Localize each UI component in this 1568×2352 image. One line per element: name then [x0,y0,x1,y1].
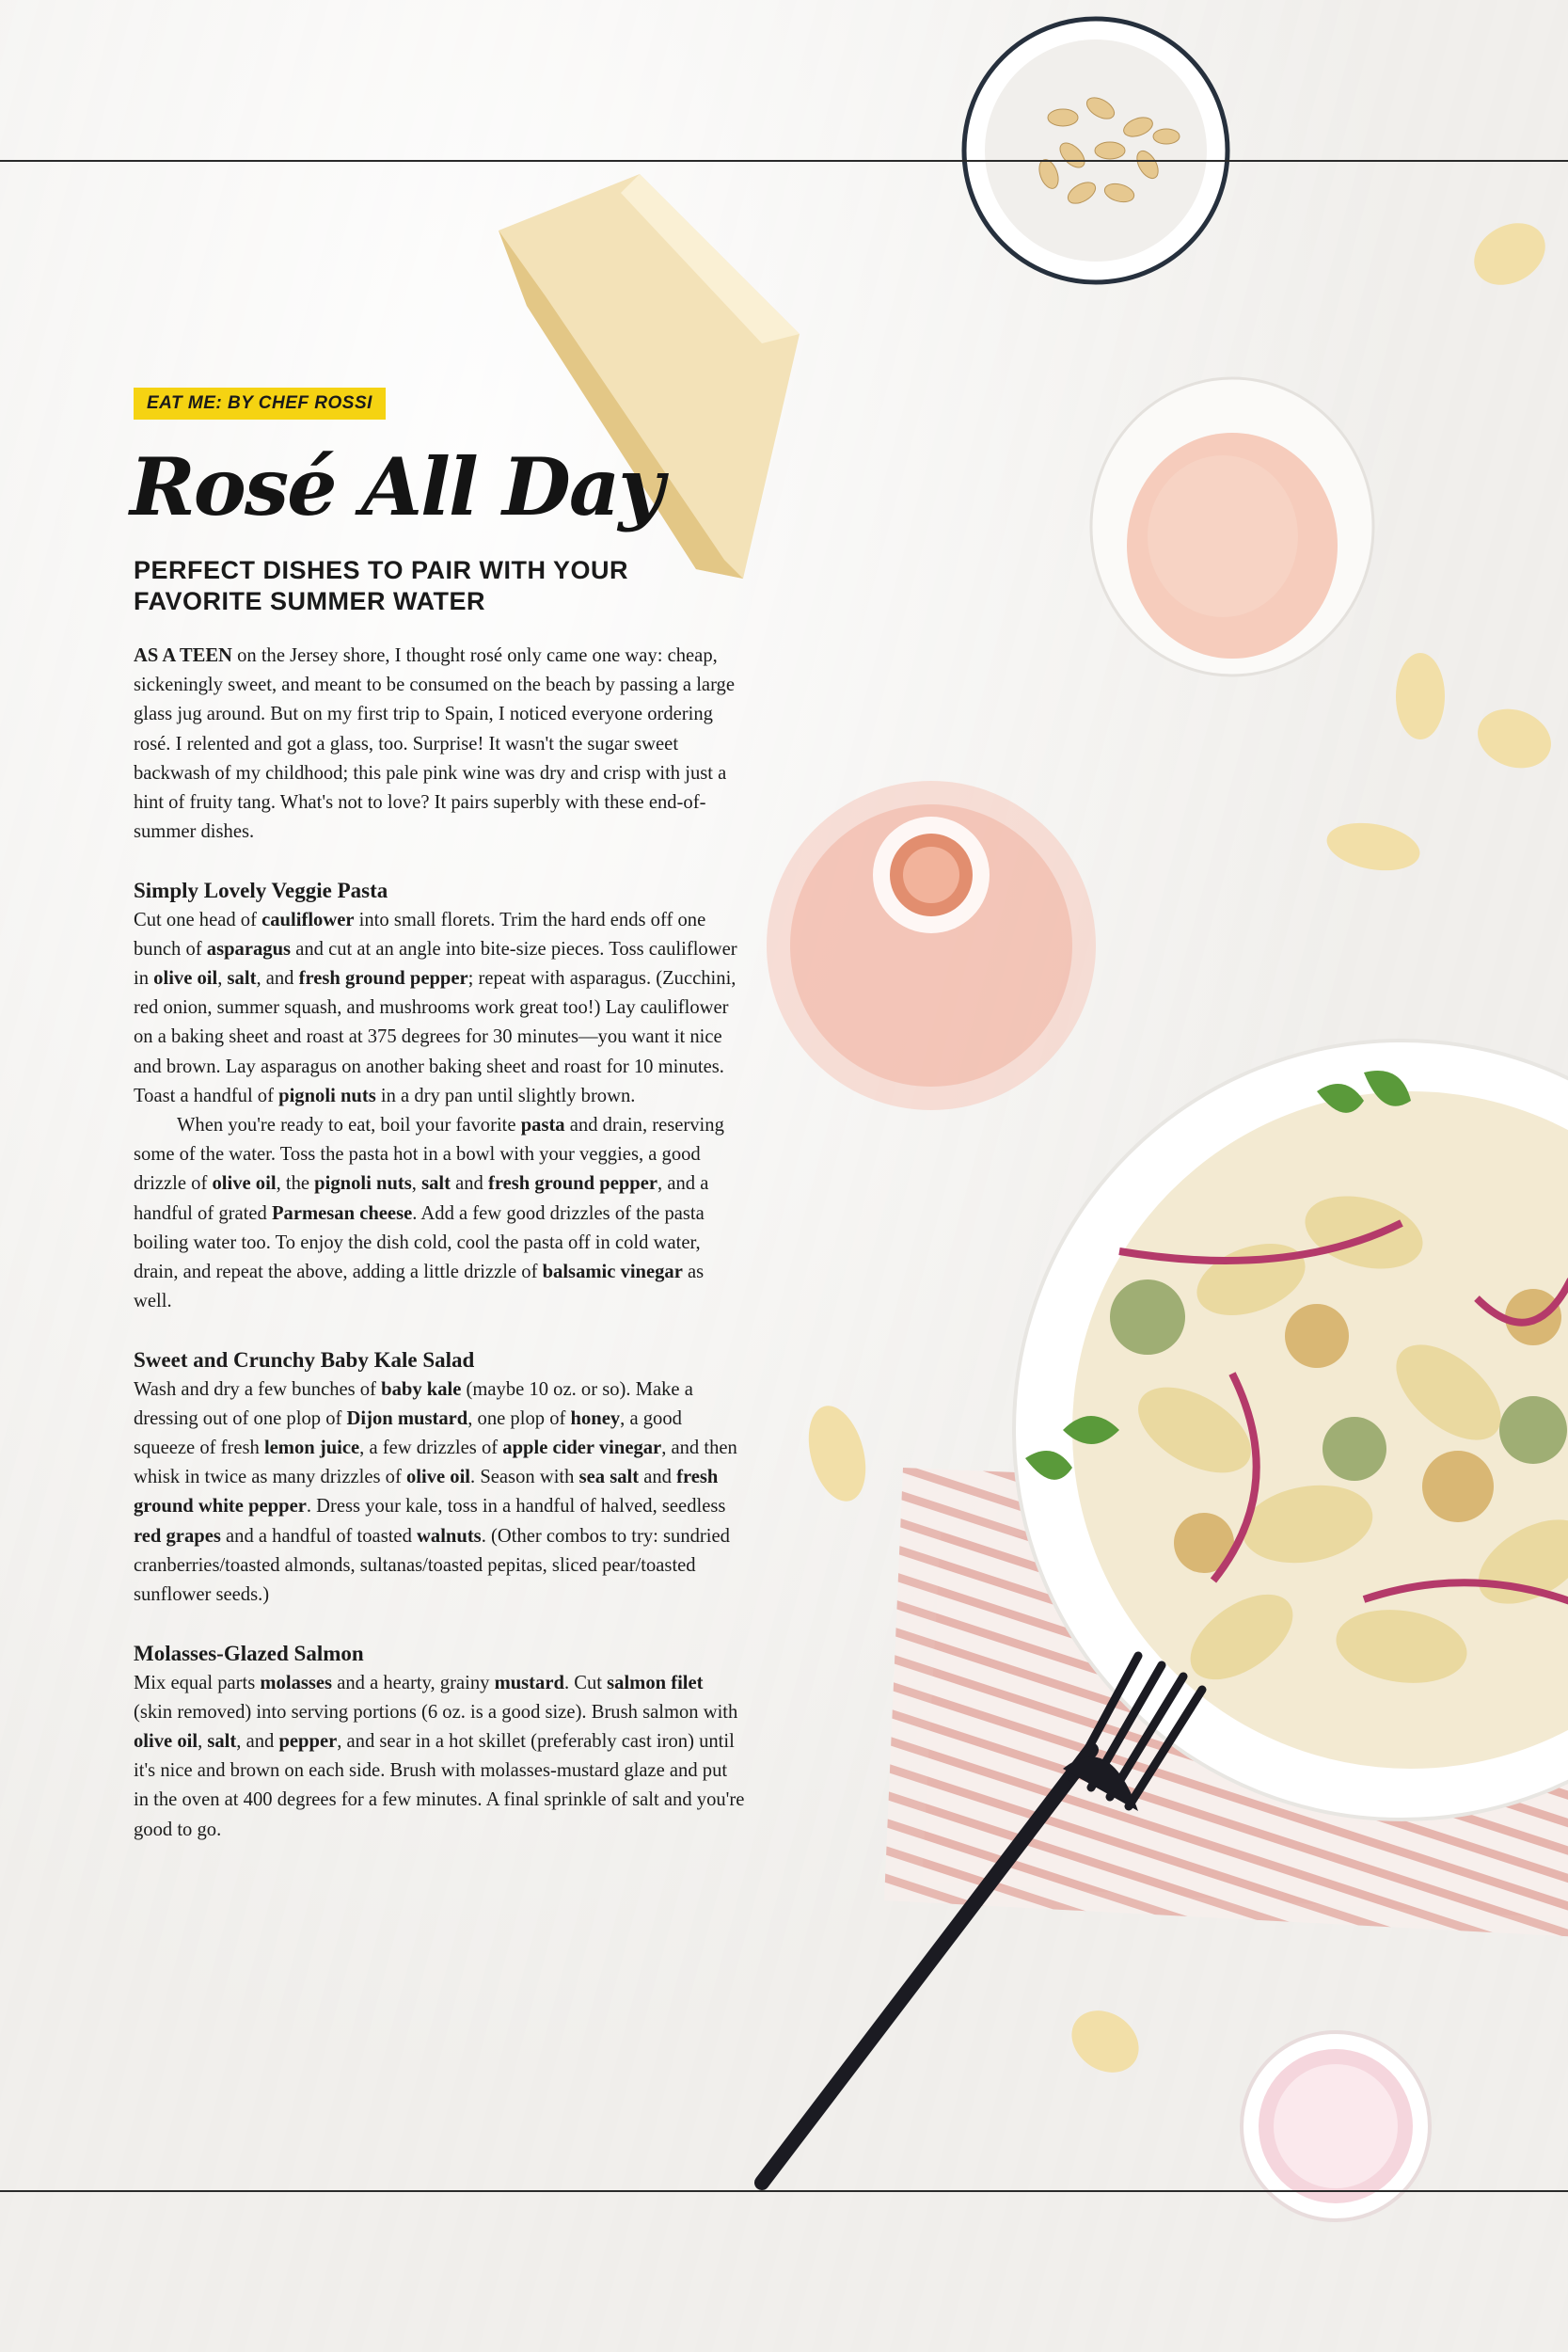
pine-nut-bowl-image [959,14,1232,287]
recipe-text: . (Other combos to try: sundried cranberries/toasted almonds, sultanas/toasted pepitas, sliced pear/toasted sunflower seeds.) [134,1525,730,1606]
ingredient-highlight: mustard [494,1672,564,1693]
pasta-paragraph-1 [134,906,745,1111]
recipe-text: as well. [134,1262,705,1312]
salmon-paragraph [134,1669,745,1845]
recipe-text: . Dress your kale, toss in a handful of halved, seedless [306,1496,726,1518]
recipe-text: , and [236,1730,279,1752]
salad-paragraph [134,1375,745,1611]
ingredient-highlight: baby kale [381,1378,462,1400]
intro-text: on the Jersey shore, I thought rosé only came one way: cheap, sickeningly sweet, and meant to be consumed on the beach by passing a large glass jug around. But on my first trip to Spain, I noticed everyone ordering rosé. I relented and got a glass, too. Surprise! It wasn't the sugar sweet backwash of my childhood; this pale pink wine was dry and crisp with just a hint of fruity tang. What's not to love? It pairs superbly with these end-of-summer dishes. [134,645,735,843]
recipe-text: and [450,1173,488,1195]
ingredient-highlight: asparagus [206,938,292,960]
recipe-text: (skin removed) into serving portions (6 oz. is a good size). Brush salmon with [134,1701,738,1723]
recipe-text: , a good squeeze of fresh [134,1407,682,1459]
sea-salt-bowl-image [1232,2023,1439,2230]
dek-line-2: FAVORITE SUMMER WATER [134,587,485,615]
ingredient-highlight: balsamic vinegar [542,1262,683,1283]
ingredient-highlight: honey [570,1407,621,1429]
recipe-text: and a handful of toasted [220,1525,418,1547]
recipe-text: , and a handful of grated [134,1173,709,1224]
recipe-text: , and then whisk in twice as many drizzles of [134,1438,737,1488]
pasta-recipe-title: Simply Lovely Veggie Pasta [134,879,388,903]
pasta-piece-image [1317,809,1430,884]
salad-recipe-title: Sweet and Crunchy Baby Kale Salad [134,1348,475,1373]
recipe-text: Wash and dry a few bunches of [134,1378,382,1400]
rose-glass-image [1082,376,1383,696]
ingredient-highlight: pepper [278,1730,338,1752]
column-kicker: EAT ME: BY CHEF ROSSI [134,388,386,420]
recipe-text: Cut one head of [134,909,262,930]
recipe-text: , [198,1730,208,1752]
recipe-text: , and [256,968,299,990]
ingredient-highlight: salt [207,1730,237,1752]
recipe-text: and drain, reserving some of the water. Toss the pasta hot in a bowl with your veggies, a good drizzle of [134,1115,724,1195]
salmon-recipe-title: Molasses-Glazed Salmon [134,1642,364,1666]
recipe-text: When you're ready to eat, boil your favorite [177,1115,521,1136]
recipe-text: (maybe 10 oz. or so). Make a dressing out of one plop of [134,1378,693,1429]
ingredient-highlight: sea salt [578,1467,640,1488]
recipe-text: , and sear in a hot skillet (preferably cast iron) until it's nice and brown on each side. Brush with molasses-mustard glaze and put in the oven at 400 degrees for a few minutes. A final sprinkle of salt and you're good to go. [134,1730,745,1840]
article-dek [134,555,717,617]
pasta-piece-image [1463,202,1557,306]
recipe-text: into small florets. Trim the hard ends off one bunch of [134,909,706,960]
recipe-text: . Cut [563,1672,608,1693]
ingredient-highlight: salt [227,968,257,990]
ingredient-highlight: fresh ground white pepper [134,1467,719,1518]
article-title: Rosé All Day [130,440,663,533]
recipe-text: and a hearty, grainy [332,1672,495,1693]
ingredient-highlight: pasta [520,1115,565,1136]
ingredient-highlight: salmon filet [607,1672,704,1693]
ingredient-highlight: cauliflower [261,909,355,930]
recipe-text: , a few drizzles of [359,1438,503,1459]
pasta-paragraph-2 [134,1111,745,1316]
bottom-rule [0,2190,1568,2192]
recipe-text: , the [276,1173,315,1195]
ingredient-highlight: fresh ground pepper [487,1173,658,1195]
black-fork-image [734,1618,1223,2201]
recipe-text: , one plop of [467,1407,571,1429]
dek-line-1: PERFECT DISHES TO PAIR WITH YOUR [134,556,629,584]
ingredient-highlight: fresh ground pepper [298,968,468,990]
ingredient-highlight: olive oil [212,1173,277,1195]
top-rule [0,160,1568,162]
ingredient-highlight: pignoli nuts [278,1085,376,1106]
ingredient-highlight: salt [421,1173,451,1195]
ingredient-highlight: olive oil [153,968,218,990]
ingredient-highlight: apple cider vinegar [502,1438,662,1459]
recipe-text: . Season with [470,1467,579,1488]
ingredient-highlight: red grapes [134,1525,221,1547]
pasta-piece-image [1058,1994,1152,2089]
recipe-text: Mix equal parts [134,1672,261,1693]
rose-bottle-image [762,771,1101,1120]
recipe-text: , [411,1173,422,1195]
recipe-text: and [639,1467,677,1488]
ingredient-highlight: Parmesan cheese [271,1202,413,1224]
recipe-text: in a dry pan until slightly brown. [375,1085,636,1106]
article-body [134,642,745,1845]
pasta-piece-image [800,1392,875,1515]
recipe-text: , [217,968,228,990]
ingredient-highlight: olive oil [134,1730,198,1752]
ingredient-highlight: olive oil [405,1467,471,1488]
recipe-text: and cut at an angle into bite-size pieces. Toss cauliflower in [134,938,737,990]
ingredient-highlight: walnuts [417,1525,482,1547]
ingredient-highlight: Dijon mustard [346,1407,468,1429]
ingredient-highlight: lemon juice [263,1438,360,1459]
pasta-piece-image [1383,640,1458,753]
intro-lead: AS A TEEN [134,645,232,666]
recipe-text: . Add a few good drizzles of the pasta boiling water too. To enjoy the dish cold, cool the pasta off in cold water, drain, and repeat the above, adding a little drizzle of [134,1202,705,1283]
ingredient-highlight: pignoli nuts [314,1173,412,1195]
ingredient-highlight: molasses [260,1672,333,1693]
intro-paragraph [134,642,745,847]
recipe-text: ; repeat with asparagus. (Zucchini, red onion, summer squash, and mushrooms work great too!) Lay cauliflower on a baking sheet and roast at 375 degrees for 30 minutes—you want it nice and brown. Lay asparagus on another baking sheet and roast for 10 minutes. Toast a handful of [134,968,736,1106]
pasta-piece-image [1467,687,1561,790]
